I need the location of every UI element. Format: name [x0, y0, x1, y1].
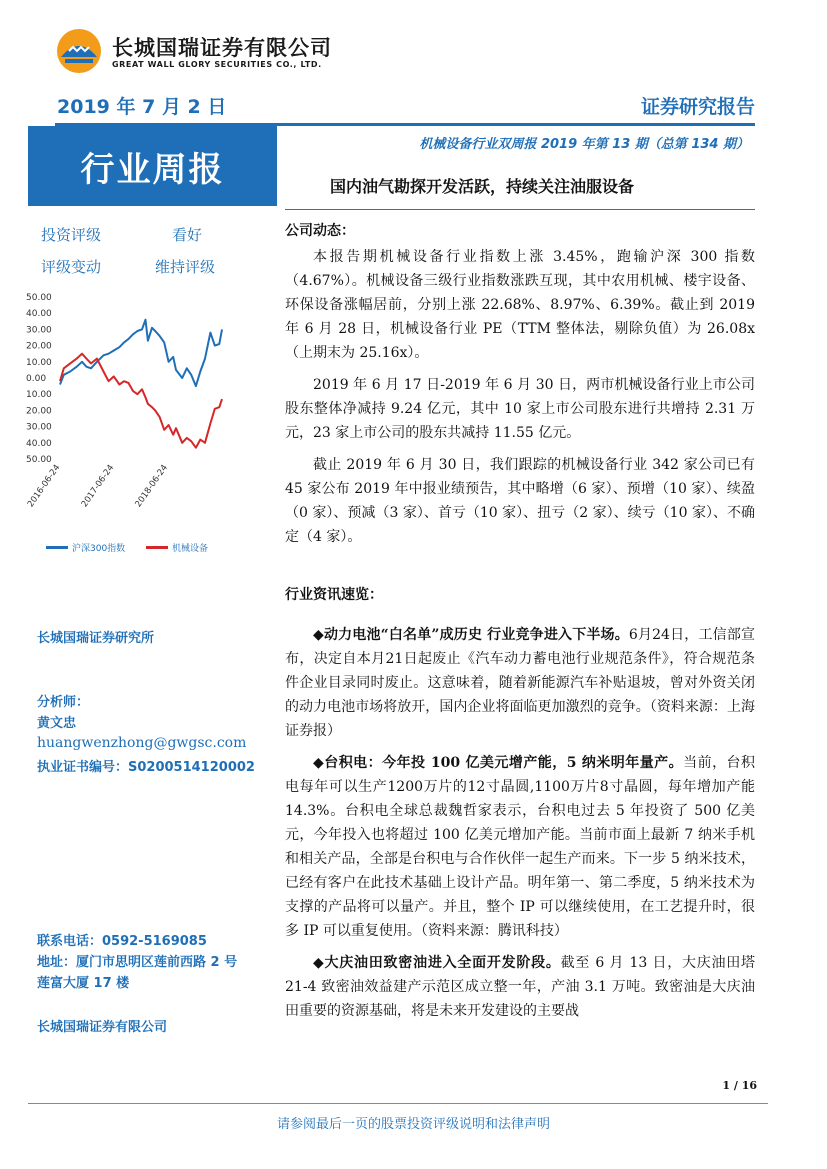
series-line — [60, 354, 222, 448]
paragraph-index-performance: 本报告期机械设备行业指数上涨 3.45%，跑输沪深 300 指数（4.67%）。机械设备三级行业指数涨跌互现，其中农用机械、楼宇设备、环保设备涨幅居前，分别上涨 22.68%、8.97%、6.39%。截止到 2019 年 6 月 28 日，机械设备行业 PE（TTM 整体法，剔除负值）为 26.08x（上期末为 25.16x）。 — [285, 249, 755, 361]
y-tick-label: 10.00 — [26, 390, 52, 401]
news-text: 截至 6 月 13 日，大庆油田塔 21-4 致密油效益建产示范区成立整一年，产油 3.1 万吨。致密油是大庆油田重要的资源基础，将是未来开发建设的主要战 — [285, 955, 756, 1019]
contact-address-line1: 地址：厦门市思明区莲前西路 2 号 — [37, 955, 238, 970]
y-tick-label: 30.00 — [26, 325, 52, 336]
y-tick-label: 10.00 — [26, 357, 52, 368]
news-headline: ◆台积电：今年投 100 亿美元增产能，5 纳米明年量产。 — [313, 755, 684, 771]
document-type: 证券研究报告 — [640, 96, 755, 118]
page-number: 1 / 16 — [722, 1079, 757, 1092]
news-headline: ◆大庆油田致密油进入全面开发阶段。 — [313, 955, 561, 971]
research-institute: 长城国瑞证券研究所 — [37, 631, 155, 646]
rating-label: 投资评级 — [41, 226, 102, 244]
analyst-name: 黄文忠 — [37, 716, 77, 731]
title-divider — [285, 209, 755, 210]
company-logo-icon — [55, 27, 103, 75]
rating-change-label: 评级变动 — [41, 258, 102, 276]
rating-value: 看好 — [172, 226, 203, 244]
industry-news-body — [285, 623, 755, 1023]
y-tick-label: 0.00 — [26, 374, 47, 384]
news-item-battery — [285, 623, 755, 743]
paragraph-earnings-previews: 截止 2019 年 6 月 30 日，我们跟踪的机械设备行业 342 家公司已有 45 家公布 2019 年中报业绩预告，其中略增（6 家）、预增（10 家）、续盈（0 家）、预减（3 家）、首亏（10 家）、扭亏（2 家）、续亏（10 家）、不确定（4 家）。 — [285, 457, 755, 545]
news-text: 当前，台积电每年可以生产1200万片的12寸晶圆,1100万片8寸晶圆，每年增加产能 14.3%。台积电全球总裁魏哲家表示，台积电过去 5 年投资了 500 亿美元，今年投入也将超过 100 亿美元增加产能。当前市面上最新 7 纳米手机和相关产品，全部是台积电与合作伙伴一起生产而来。下一步 5 纳米技术，已经有客户在此技术基础上设计产品。明年第一、第二季度，5 纳米技术为支撑的产品将可以量产。并且，整个 IP 可以继续使用，在工艺提升时，很多 IP 可以重复使用。（资料来源：腾讯科技） — [285, 755, 756, 939]
section-industry-news: 行业资讯速览： — [285, 587, 383, 603]
news-text: 6月24日，工信部宣布，决定自本月21日起废止《汽车动力蓄电池行业规范条件》，符合规范条件企业目录同时废止。这意味着，随着新能源汽车补贴退坡，曾对外资关闭的动力电池市场将放开，国内企业将面临更加激烈的竞争。（资料来源：上海证券报） — [285, 627, 755, 739]
legal-disclaimer: 请参阅最后一页的股票投资评级说明和法律声明 — [276, 1117, 550, 1132]
y-tick-label: 30.00 — [26, 422, 52, 433]
analyst-certificate: 执业证书编号：S0200514120002 — [37, 760, 255, 775]
company-dynamics-body — [285, 245, 755, 549]
x-tick-label: 2018-06-24 — [133, 462, 171, 510]
company-name-footer: 长城国瑞证券有限公司 — [37, 1020, 168, 1035]
report-series: 机械设备行业双周报 2019 年第 13 期（总第 134 期） — [419, 137, 749, 152]
y-tick-label: 20.00 — [26, 406, 52, 417]
x-tick-label: 2016-06-24 — [25, 462, 63, 510]
analyst-email: huangwenzhong@gwgsc.com — [37, 735, 247, 751]
y-tick-label: 50.00 — [26, 455, 52, 465]
contact-phone: 联系电话：0592-5169085 — [37, 934, 207, 949]
category-banner-title: 行业周报 — [80, 150, 225, 190]
legend-swatch-machinery — [146, 546, 168, 549]
series-line — [60, 320, 222, 386]
report-title: 国内油气勘探开发活跃，持续关注油服设备 — [330, 177, 635, 196]
news-item-daqing — [285, 951, 755, 1023]
footer-divider — [28, 1103, 768, 1104]
paragraph-shareholder-changes: 2019 年 6 月 17 日-2019 年 6 月 30 日，两市机械设备行业上市公司股东整体净减持 9.24 亿元，其中 10 家上市公司股东进行共增持 2.31 万元，23 家上市公司的股东共减持 11.55 亿元。 — [285, 377, 755, 441]
x-tick-label: 2017-06-24 — [79, 462, 117, 510]
news-headline: ◆动力电池“白名单”成历史 行业竞争进入下半场。 — [313, 627, 629, 643]
analyst-label: 分析师： — [37, 695, 90, 710]
rating-box — [28, 212, 277, 288]
section-company-dynamics: 公司动态： — [285, 223, 355, 239]
company-name-cn: 长城国瑞证券有限公司 — [112, 36, 332, 60]
rating-change-value: 维持评级 — [155, 258, 216, 276]
news-item-tsmc — [285, 751, 755, 943]
y-tick-label: 40.00 — [26, 309, 52, 320]
y-tick-label: 20.00 — [26, 341, 52, 352]
report-date: 2019 年 7 月 2 日 — [57, 96, 227, 118]
contact-address-line2: 莲富大厦 17 楼 — [37, 976, 130, 991]
company-name-en: GREAT WALL GLORY SECURITIES CO., LTD. — [112, 60, 322, 69]
legend-label-machinery: 机械设备 — [172, 544, 209, 554]
y-tick-label: 50.00 — [26, 293, 52, 303]
legend-label-hs300: 沪深300指数 — [72, 544, 126, 554]
legend-swatch-hs300 — [46, 546, 68, 549]
y-tick-label: 40.00 — [26, 438, 52, 449]
performance-chart — [22, 288, 280, 518]
